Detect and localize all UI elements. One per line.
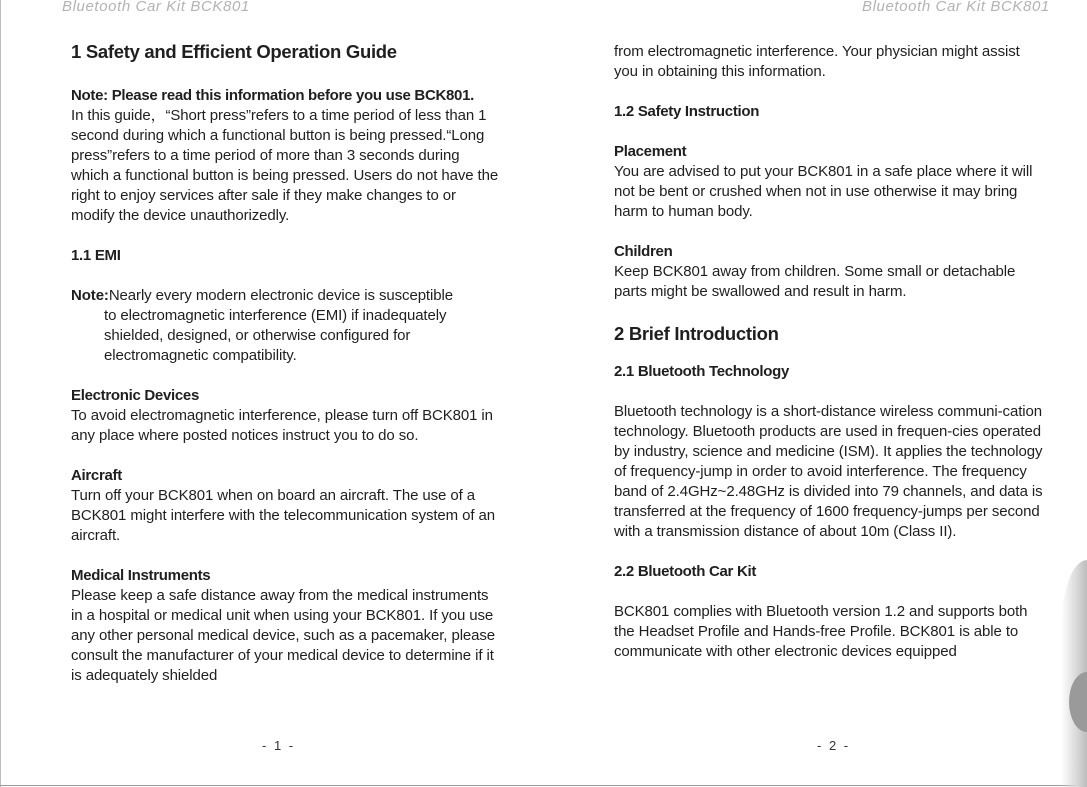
bluetooth-car-kit-title: 2.2 Bluetooth Car Kit bbox=[614, 563, 757, 580]
note-heading: Note: Please read this information before you use BCK801. bbox=[71, 87, 475, 104]
section-2-title: 2 Brief Introduction bbox=[614, 323, 779, 344]
emi-note-rest: to electromagnetic interference (EMI) if inadequately shielded, designed, or otherwise configured for electromagnetic compatibility. bbox=[104, 307, 447, 364]
right-page bbox=[614, 42, 1044, 662]
running-header-left: Bluetooth Car Kit BCK801 bbox=[62, 0, 250, 15]
emi-title: 1.1 EMI bbox=[71, 247, 121, 264]
section-1-title: 1 Safety and Efficient Operation Guide bbox=[71, 41, 397, 62]
page-number-left: - 1 - bbox=[262, 738, 296, 753]
placement-title: Placement bbox=[614, 143, 687, 160]
medical-instruments-title: Medical Instruments bbox=[71, 567, 211, 584]
left-page bbox=[71, 40, 501, 686]
running-header-right: Bluetooth Car Kit BCK801 bbox=[862, 0, 1050, 15]
page-edge-left bbox=[0, 0, 1, 787]
aircraft-body: Turn off your BCK801 when on board an aircraft. The use of a BCK801 might interfere with the telecommunication system of an aircraft. bbox=[71, 487, 496, 544]
placement-body: You are advised to put your BCK801 in a safe place where it will not be bent or crushed when not in use otherwise it may bring harm to human body. bbox=[614, 163, 1033, 220]
bluetooth-technology-title: 2.1 Bluetooth Technology bbox=[614, 363, 790, 380]
continuation-text: from electromagnetic interference. Your physician might assist you in obtaining this information. bbox=[614, 43, 1020, 80]
note-body: In this guide，“Short press”refers to a time period of less than 1 second during which a functional button is being pressed.“Long press”refers to a time period of more than 3 seconds during which a functional button is being pressed. Users do not have the right to enjoy services after sale if they make changes to or modify the device unauthorizedly. bbox=[71, 107, 499, 224]
emi-note-label: Note: bbox=[71, 287, 109, 304]
page-number-right: - 2 - bbox=[817, 738, 851, 753]
children-title: Children bbox=[614, 243, 673, 260]
electronic-devices-body: To avoid electromagnetic interference, please turn off BCK801 in any place where posted notices instruct you to do so. bbox=[71, 407, 493, 444]
bluetooth-car-kit-body: BCK801 complies with Bluetooth version 1.2 and supports both the Headset Profile and Hands-free Profile. BCK801 is able to communicate with other electronic devices equipped bbox=[614, 603, 1028, 660]
children-body: Keep BCK801 away from children. Some small or detachable parts might be swallowed and result in harm. bbox=[614, 263, 1016, 300]
electronic-devices-title: Electronic Devices bbox=[71, 387, 200, 404]
aircraft-title: Aircraft bbox=[71, 467, 122, 484]
emi-note-first: Nearly every modern electronic device is susceptible bbox=[108, 287, 453, 304]
emi-note-first-line bbox=[71, 286, 501, 306]
safety-instruction-title: 1.2 Safety Instruction bbox=[614, 103, 760, 120]
bluetooth-technology-body: Bluetooth technology is a short-distance wireless communi-cation technology. Bluetooth products are used in frequen-cies operated by industry, science and medicine (ISM). It applies the technology of frequency-jump in order to avoid interference. The frequency band of 2.4GHz~2.48GHz is divided into 79 channels, and data is transferred at the frequency of 1600 frequency-jumps per second with a transmission distance of about 10m (Class II). bbox=[614, 403, 1043, 540]
page-edge-bottom bbox=[0, 785, 1087, 786]
medical-instruments-body: Please keep a safe distance away from the medical instruments in a hospital or medical unit when using your BCK801. If you use any other personal medical device, such as a pacemaker, please consult the manufacturer of your medical device to determine if it is adequately shielded bbox=[71, 587, 496, 684]
